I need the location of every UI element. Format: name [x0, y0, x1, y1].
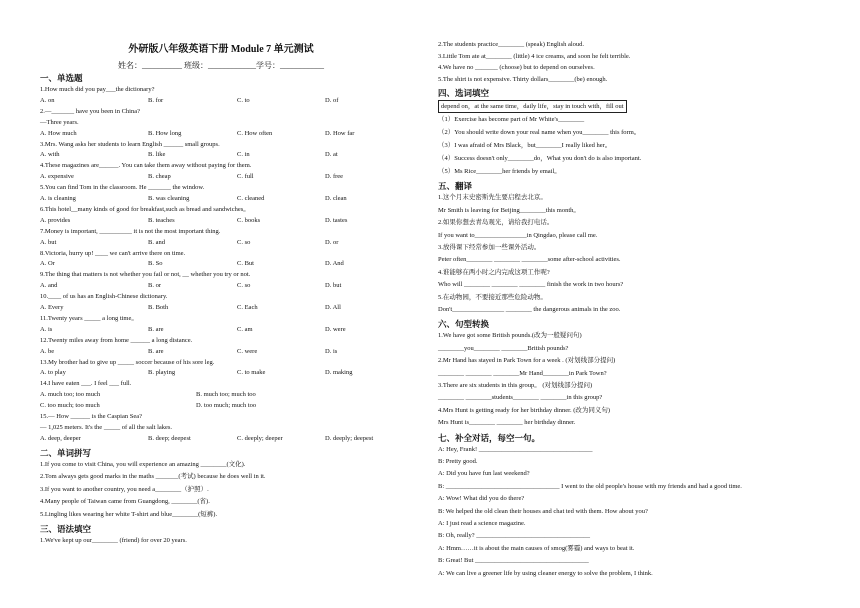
spelling-question: 3.If you want to another country, you need a________（护照）. — [40, 485, 209, 493]
answer-option: B. much too; much too — [196, 391, 256, 399]
dialogue-line: A: We can live a greener life by using cleaner energy to solve the problem, I think. — [438, 569, 653, 577]
section-heading-dialogue: 七、补全对话，每空一句。 — [438, 432, 541, 443]
answer-option: D. at — [325, 151, 338, 159]
answer-option: A. but — [40, 238, 57, 246]
answer-option: A. provides — [40, 216, 71, 224]
translation-line: 1.这个月末史密斯先生要启程去北京。 — [438, 194, 547, 202]
question-answer-line: —Three years. — [40, 118, 79, 126]
transform-line: Mrs Hunt is________ ________ her birthday dinner. — [438, 419, 576, 427]
answer-option: C. were — [237, 347, 258, 355]
translation-line: Who will ________ ________ ________ finish the work in two hours? — [438, 281, 624, 289]
answer-option: A. with — [40, 151, 60, 159]
section-heading-translation: 五、翻译 — [438, 181, 473, 192]
dialogue-line: B: Oh, really? ___________________________________ — [438, 532, 591, 540]
word-fill-question: （5）Ms Rice________her friends by email。 — [438, 167, 561, 175]
answer-option: C. How often — [237, 129, 273, 137]
grammar-question: 2.The students practice________ (speak) English aloud. — [438, 41, 585, 48]
answer-option: A. expensive — [40, 173, 74, 181]
answer-option: D. deeply; deepest — [325, 434, 374, 442]
answer-option: B. playing — [148, 369, 176, 377]
translation-line: 4.谁能够在两小时之内完成这项工作呢? — [438, 268, 550, 276]
grammar-question: 5.The shirt is not expensive. Thirty dollars________(be) enough. — [438, 75, 608, 83]
transform-line: ________ ________ ________Mr Hand________in Park Town? — [438, 369, 607, 377]
section-heading-spelling: 二、单词拼写 — [40, 447, 92, 458]
translation-line: 3.放得课下经常参加一些课外活动。 — [438, 244, 541, 251]
translation-line: 2.如果你想去青岛观光，请给我打电话。 — [438, 219, 554, 227]
answer-option: D. tastes — [325, 216, 348, 224]
answer-option: A. is cleaning — [40, 195, 76, 202]
question-stem: 5.You can find Tom in the classroom. He _______ the window. — [40, 184, 205, 192]
answer-option: C. But — [237, 260, 254, 268]
question-stem: 14.I have eaten ___. I feel ___ full. — [40, 380, 132, 388]
question-stem: 6.This hotel__many kinds of good for breakfast,such as bread and sandwiches。 — [40, 205, 250, 213]
question-stem: 8.Victoria, hurry up! ____ we can't arrive there on time. — [40, 249, 186, 257]
answer-option: D. but — [325, 282, 342, 290]
answer-option: C. in — [237, 151, 250, 159]
answer-option: D. And — [325, 260, 344, 268]
question-stem: 2.—_______ have you been in China? — [40, 107, 141, 115]
answer-option: D. free — [325, 173, 344, 181]
transform-line: ________ ________students________ ________in this group? — [438, 394, 603, 402]
question-stem: 15.— How ______ is the Caspian Sea? — [40, 413, 143, 420]
translation-line: Peter often________ ________ ________some after-school activities. — [438, 256, 621, 264]
answer-option: D. is — [325, 347, 338, 355]
student-info-line: 姓名：__________ 班级：____________学号：___________ — [118, 61, 324, 70]
word-fill-question: （1）Exercise has become part of Mr White's________ — [438, 116, 585, 124]
answer-option: A. much too; too much — [40, 391, 101, 399]
question-stem: 12.Twenty miles away from home ______ a long distance. — [40, 336, 193, 344]
dialogue-line: A: Did you have fun last weekend? — [438, 470, 530, 478]
section-heading-single-choice: 一、单选题 — [40, 73, 83, 83]
answer-option: C. am — [237, 325, 253, 333]
dialogue-line: B: ___________________________________ I went to the old people's house with my friends and had a good time. — [438, 482, 742, 490]
question-stem: 1.How much did you pay___the dictionary? — [40, 86, 155, 93]
grammar-question: 4.We have no _______ (choose) but to depend on ourselves. — [438, 64, 595, 72]
answer-option: C. deeply; deeper — [237, 434, 283, 442]
question-stem: 10.____ of us has an English-Chinese dictionary. — [40, 293, 168, 301]
question-stem: 11.Twenty years _____ a long time。 — [40, 314, 138, 322]
dialogue-line: A: Hey, Frank! ___________________________________ — [438, 445, 593, 453]
answer-option: A. How much — [40, 129, 77, 137]
answer-option: B. for — [148, 96, 164, 104]
answer-option: A. and — [40, 282, 58, 290]
section-heading-grammar: 三、语法填空 — [40, 524, 92, 535]
question-stem: 7.Money is important, __________ it is not the most important thing. — [40, 227, 221, 235]
transform-line: 3.There are six students in this group。 (对划线部分提问) — [438, 382, 593, 389]
answer-option: D. were — [325, 325, 346, 333]
answer-option: A. on — [40, 96, 55, 104]
word-fill-question: （4）Success doesn't only________do，What you don't do is also important. — [438, 154, 642, 162]
answer-option: A. be — [40, 347, 55, 355]
answer-option: B. cheap — [148, 173, 171, 181]
transform-line: 4.Mrs Hunt is getting ready for her birthday dinner. (改为同义句) — [438, 406, 611, 414]
answer-option: C. cleaned — [237, 195, 265, 202]
answer-option: D. of — [325, 96, 339, 104]
section-heading-word-choice: 四、选词填空 — [438, 88, 490, 99]
answer-option: C. to — [237, 96, 250, 104]
answer-option: B. was cleaning — [148, 195, 190, 202]
question-stem: 13.My brother had to give up _____ soccer because of his sore leg. — [40, 358, 215, 366]
dialogue-line: A: Wow! What did you do there? — [438, 495, 525, 503]
answer-option: A. Every — [40, 304, 64, 311]
question-answer-line: — 1,025 meters. It's the _____ of all the salt lakes. — [40, 423, 173, 431]
answer-option: A. is — [40, 325, 53, 333]
answer-option: A. deep, deeper — [40, 434, 81, 442]
answer-option: D. making — [325, 369, 353, 377]
question-stem: 3.Mrs. Wang asks her students to learn English ______ small groups. — [40, 140, 220, 148]
word-fill-question: （2）You should write down your real name when you________ this form。 — [438, 129, 641, 137]
answer-option: B. and — [148, 238, 165, 246]
translation-line: Mr Smith is leaving for Beijing________this month。 — [438, 206, 580, 214]
answer-option: C. full — [237, 173, 254, 181]
spelling-question: 5.Lingling likes wearing her white T-shirt and blue________(短裤). — [40, 510, 218, 518]
answer-option: B. or — [148, 282, 161, 290]
question-stem: 4.These magazines are______. You can take them away without paying for them. — [40, 162, 252, 170]
transform-line: 1.We have got some British pounds.(改为一般疑问句) — [438, 332, 582, 340]
answer-option: B. deep; deepest — [148, 434, 191, 442]
word-choice-box: depend on，at the same time，daily life，stay in touch with，fill out — [438, 100, 627, 113]
answer-option: D. clean — [325, 195, 347, 202]
answer-option: D. All — [325, 304, 341, 311]
spelling-question: 2.Tom always gets good marks in the maths _______(考试) because he does well in it. — [40, 473, 266, 481]
answer-option: A. Or — [40, 260, 55, 268]
word-fill-question: （3）I was afraid of Mrs Black，but________I really liked her。 — [438, 142, 612, 149]
translation-line: If you want to________________in Qingdao, please call me. — [438, 231, 598, 239]
translation-line: 5.在动物园，不要接近那些危险动物。 — [438, 293, 547, 301]
answer-option: B. are — [148, 325, 164, 333]
grammar-question: 1.We've kept up our________ (friend) for over 20 years. — [40, 537, 187, 545]
answer-option: A. to play — [40, 369, 66, 377]
exam-title: 外研版八年级英语下册 Module 7 单元测试 — [128, 44, 314, 55]
answer-option: C. so — [237, 238, 251, 246]
grammar-question: 3.Little Tom ate at________ (little) 4 ice creams, and soon he felt terrible. — [438, 52, 631, 60]
dialogue-line: A: I just read a science magazine. — [438, 520, 526, 527]
answer-option: B. like — [148, 151, 166, 159]
answer-option: B. So — [148, 260, 163, 268]
answer-option: D. or — [325, 238, 339, 246]
answer-option: C. too much; too much — [40, 402, 100, 410]
dialogue-line: A: Hmm……it is about the main causes of smog(雾霾) and ways to beat it. — [438, 544, 635, 552]
answer-option: B. teaches — [148, 216, 175, 224]
answer-option: B. Both — [148, 304, 169, 311]
question-stem: 9.The thing that matters is not whether you fail or not, __ whether you try or not. — [40, 271, 251, 279]
dialogue-line: B: Pretty good. — [438, 458, 478, 465]
answer-option: D. too much; much too — [196, 402, 257, 410]
answer-option: B. How long — [148, 129, 182, 137]
answer-option: C. to make — [237, 369, 266, 377]
spelling-question: 1.If you come to visit China, you will experience an amazing ________(文化). — [40, 460, 246, 468]
answer-option: C. so — [237, 282, 251, 290]
spelling-question: 4.Many people of Taiwan came from Guangdong, ________(省). — [40, 498, 210, 506]
translation-line: Don't________________ ________ the dangerous animals in the zoo. — [438, 306, 621, 313]
answer-option: C. Each — [237, 304, 258, 311]
section-heading-sentence-transform: 六、句型转换 — [438, 319, 490, 330]
transform-line: 2.Mr Hand has stayed in Park Town for a week . (对划线部分提问) — [438, 357, 616, 365]
transform-line: ________you________ ________British pounds? — [438, 344, 569, 352]
answer-option: C. books — [237, 216, 261, 224]
dialogue-line: B: Great! But ___________________________________ — [438, 557, 589, 565]
answer-option: B. are — [148, 347, 164, 355]
answer-option: D. How far — [325, 129, 355, 137]
dialogue-line: B: We helped the old clean their houses and chat ted with them. How about you? — [438, 507, 648, 515]
